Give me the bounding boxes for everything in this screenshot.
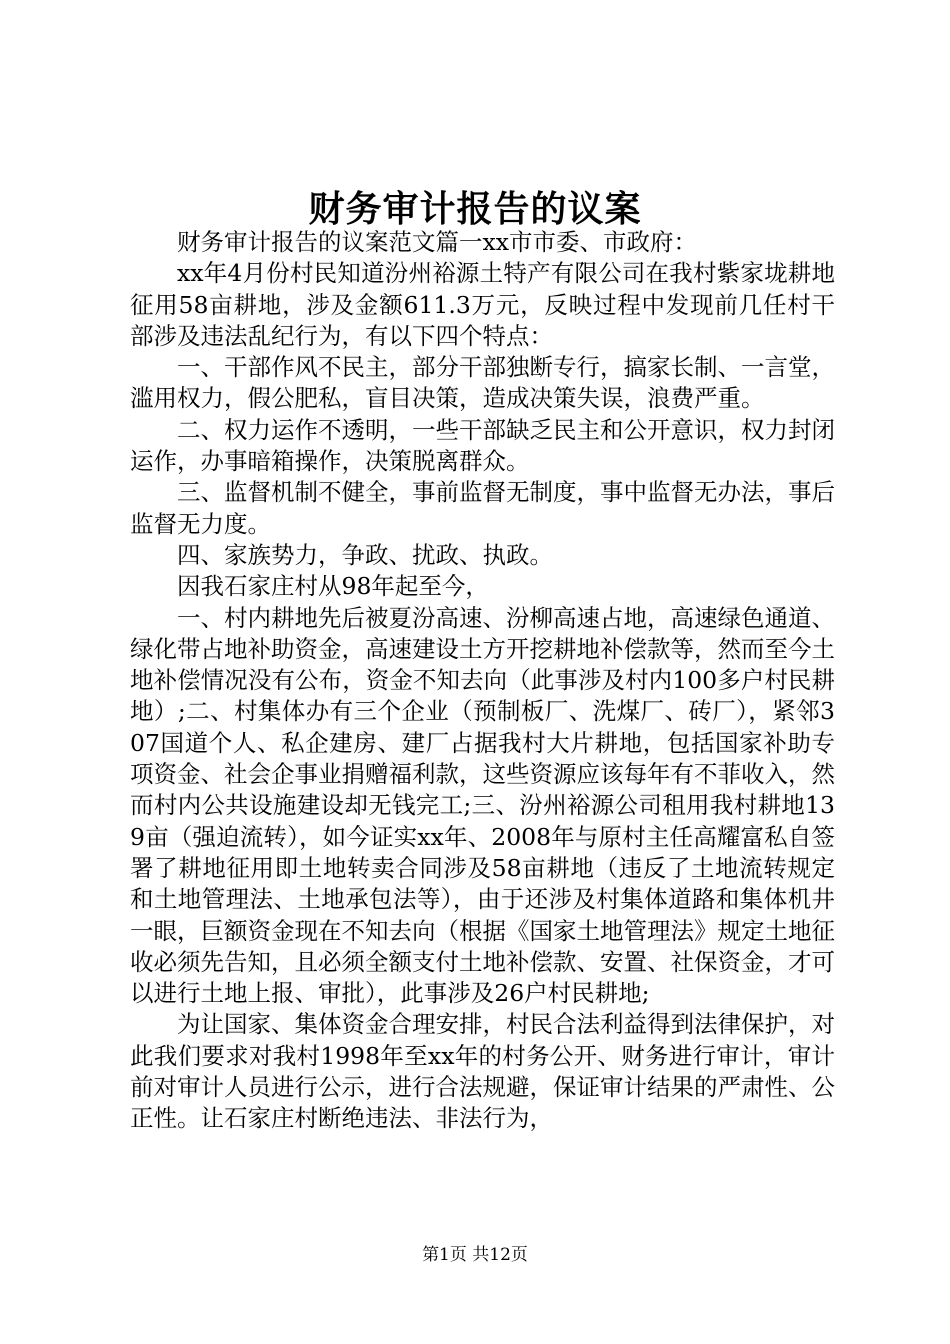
paragraph: 四、家族势力，争政、扰政、执政。: [177, 540, 553, 569]
paragraph: 一、干部作风不民主，部分干部独断专行，搞家长制、一言堂，滥用权力，假公肥私，盲目决策，造成决策失误，浪费严重。: [130, 353, 835, 413]
paragraph: 财务审计报告的议案范文篇一xx市市委、市政府：: [177, 228, 698, 256]
paragraph: 三、监督机制不健全，事前监督无制度，事中监督无办法，事后监督无力度。: [130, 478, 835, 538]
page-footer: 第1页 共12页: [422, 1245, 528, 1265]
paragraph: 二、权力运作不透明，一些干部缺乏民主和公开意识，权力封闭运作，办事暗箱操作，决策脱离群众。: [130, 415, 835, 476]
paragraph: 因我石家庄村从98年起至今，: [177, 572, 489, 601]
paragraph: 为让国家、集体资金合理安排，村民合法利益得到法律保护，对此我们要求对我村1998年至xx年的村务公开、财务进行审计，审计前对审计人员进行公示，进行合法规避，保证审计结果的严肃性、公正性。让石家庄村断绝违法、非法行为，: [130, 1010, 835, 1133]
document-title: 财务审计报告的议案: [308, 188, 642, 230]
paragraph: xx年4月份村民知道汾州裕源土特产有限公司在我村紫家垅耕地征用58亩耕地，涉及金额611.3万元，反映过程中发现前几任村干部涉及违法乱纪行为，有以下四个特点：: [130, 259, 835, 350]
document-body: [130, 227, 835, 1135]
paragraph: 一、村内耕地先后被夏汾高速、汾柳高速占地，高速绿色通道、绿化带占地补助资金，高速建设土方开挖耕地补偿款等，然而至今土地补偿情况没有公布，资金不知去向（此事涉及村内100多户村民耕地）;二、村集体办有三个企业（预制板厂、洗煤厂、砖厂），紧邻307国道个人、私企建房、建厂占据我村大片耕地，包括国家补助专项资金、社会企事业捐赠福利款，这些资源应该每年有不菲收入，然而村内公共设施建设却无钱完工;三、汾州裕源公司租用我村耕地139亩（强迫流转），如今证实xx年、2008年与原村主任高耀富私自签署了耕地征用即土地转卖合同涉及58亩耕地（违反了土地流转规定和土地管理法、土地承包法等），由于还涉及村集体道路和集体机井一眼，巨额资金现在不知去向（根据《国家土地管理法》规定土地征收必须先告知，且必须全额支付土地补偿款、安置、社保资金，才可以进行土地上报、审批），此事涉及26户村民耕地;: [130, 603, 835, 1008]
